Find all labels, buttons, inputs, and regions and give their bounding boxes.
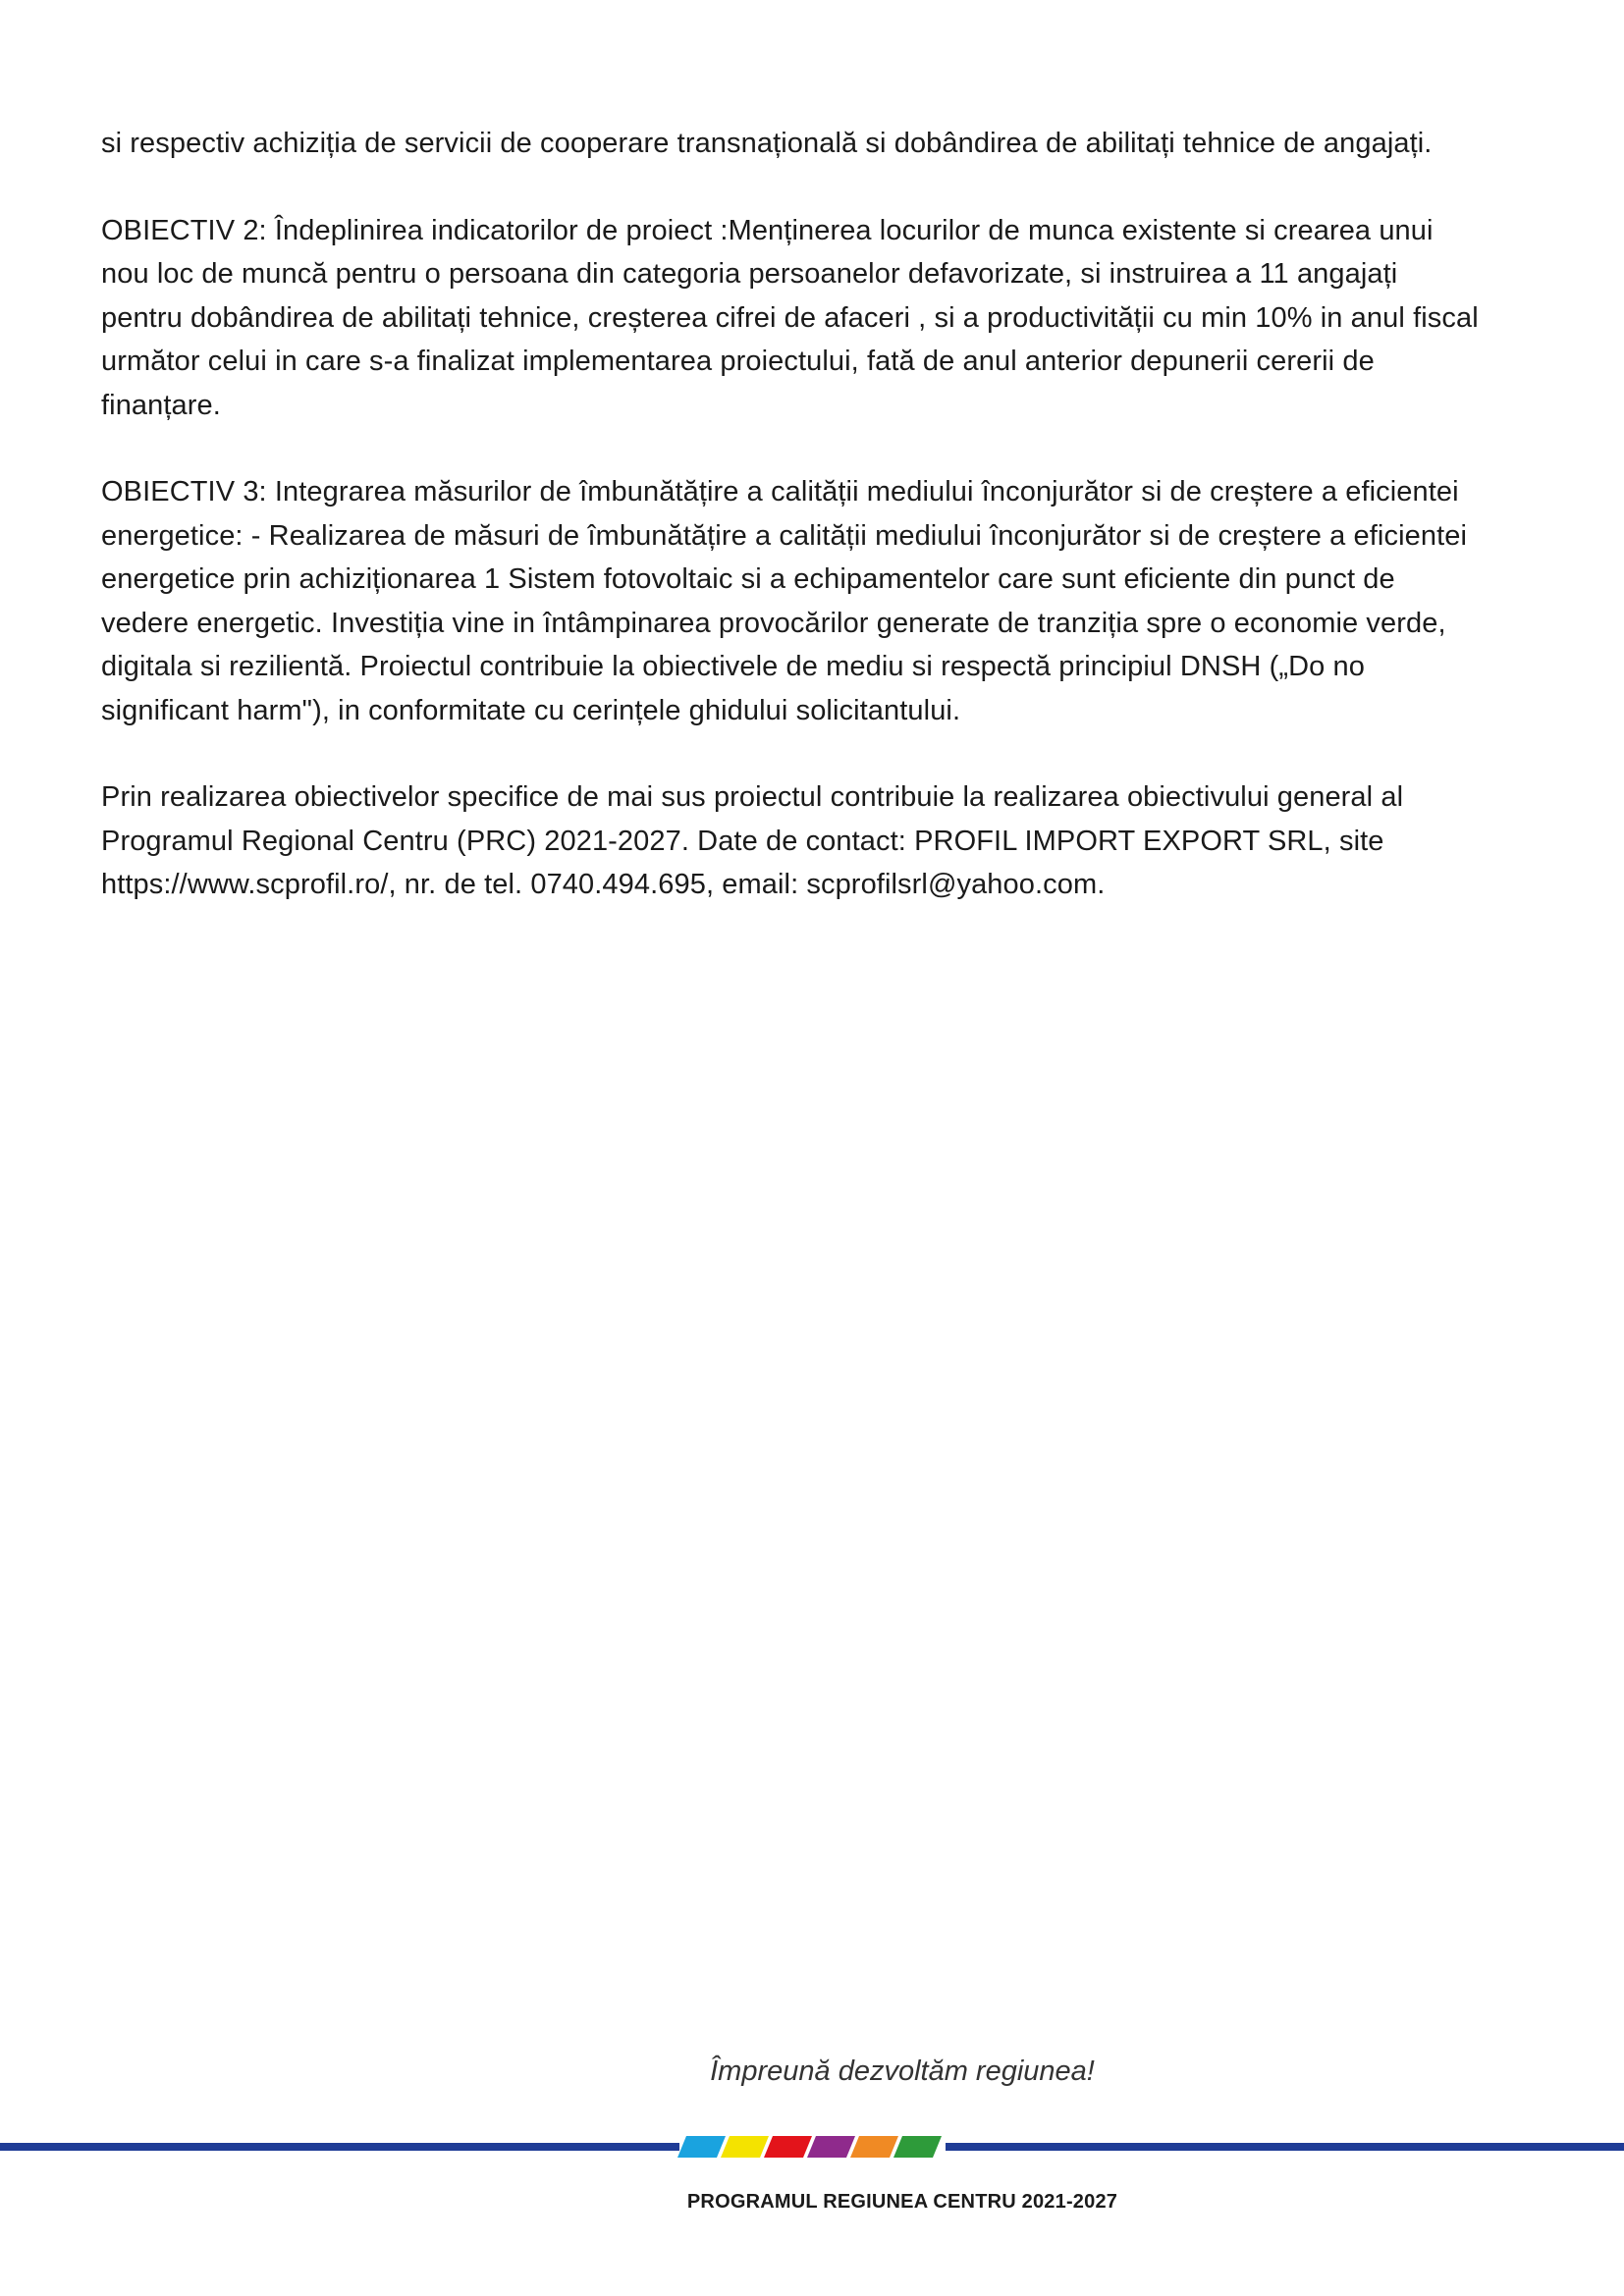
text-line: si respectiv achiziția de servicii de cooperare transnațională si dobândirea de abilitați tehnice de angajați. xyxy=(101,128,1433,159)
band-segment-orange xyxy=(850,2136,898,2158)
paragraph-conclusion xyxy=(101,775,1564,907)
band-line-right xyxy=(946,2143,1624,2151)
text-line: energetice prin achiziționarea 1 Sistem fotovoltaic si a echipamentelor care sunt eficiente din punct de xyxy=(101,563,1395,595)
band-segment-blue xyxy=(677,2136,726,2158)
text-line: digitala si rezilientă. Proiectul contribuie la obiectivele de mediu si respectă principiul DNSH („Do no xyxy=(101,651,1365,682)
text-line: finanțare. xyxy=(101,389,221,421)
band-segment-red xyxy=(764,2136,812,2158)
paragraph-objective-3 xyxy=(101,470,1564,732)
text-line: pentru dobândirea de abilitați tehnice, creșterea cifrei de afaceri , si a productivității cu min 10% in anul fiscal xyxy=(101,301,1479,334)
text-line: significant harm"), in conformitate cu cerințele ghidului solicitantului. xyxy=(101,694,961,726)
text-line: https://www.scprofil.ro/, nr. de tel. 0740.494.695, email: scprofilsrl@yahoo.com. xyxy=(101,869,1106,900)
text-line: nou loc de muncă pentru o persoana din categoria persoanelor defavorizate, si instruirea a 11 angajați xyxy=(101,258,1398,290)
paragraph-objective-2 xyxy=(101,209,1564,428)
band-segment-yellow xyxy=(721,2136,769,2158)
text-line: energetice: - Realizarea de măsuri de îmbunătățire a calității mediului înconjurător si de creștere a eficientei xyxy=(101,519,1468,552)
text-line: Prin realizarea obiectivelor specifice de mai sus proiectul contribuie la realizarea obiectivului general al xyxy=(101,781,1404,813)
band-segment-purple xyxy=(807,2136,855,2158)
band-line-left xyxy=(0,2143,679,2151)
text-line: OBIECTIV 2: Îndeplinirea indicatorilor de proiect :Menținerea locurilor de munca existente si crearea unui xyxy=(101,214,1434,246)
footer-program-title: PROGRAMUL REGIUNEA CENTRU 2021-2027 xyxy=(686,2191,1118,2213)
paragraph-intro xyxy=(101,122,1564,166)
footer-color-band xyxy=(0,2136,1624,2160)
text-line: următor celui in care s-a finalizat implementarea proiectului, fată de anul anterior depunerii cererii de xyxy=(101,346,1375,377)
text-line: OBIECTIV 3: Integrarea măsurilor de îmbunătățire a calității mediului înconjurător si de creștere a eficientei xyxy=(101,476,1459,507)
footer-slogan: Împreună dezvoltăm regiunea! xyxy=(710,2056,1095,2087)
text-line: vedere energetic. Investiția vine in întâmpinarea provocărilor generate de tranziția spre o economie verde, xyxy=(101,607,1446,639)
document-body xyxy=(101,122,1564,950)
text-line: Programul Regional Centru (PRC) 2021-2027. Date de contact: PROFIL IMPORT EXPORT SRL, site xyxy=(101,825,1384,857)
band-segment-green xyxy=(893,2136,942,2158)
